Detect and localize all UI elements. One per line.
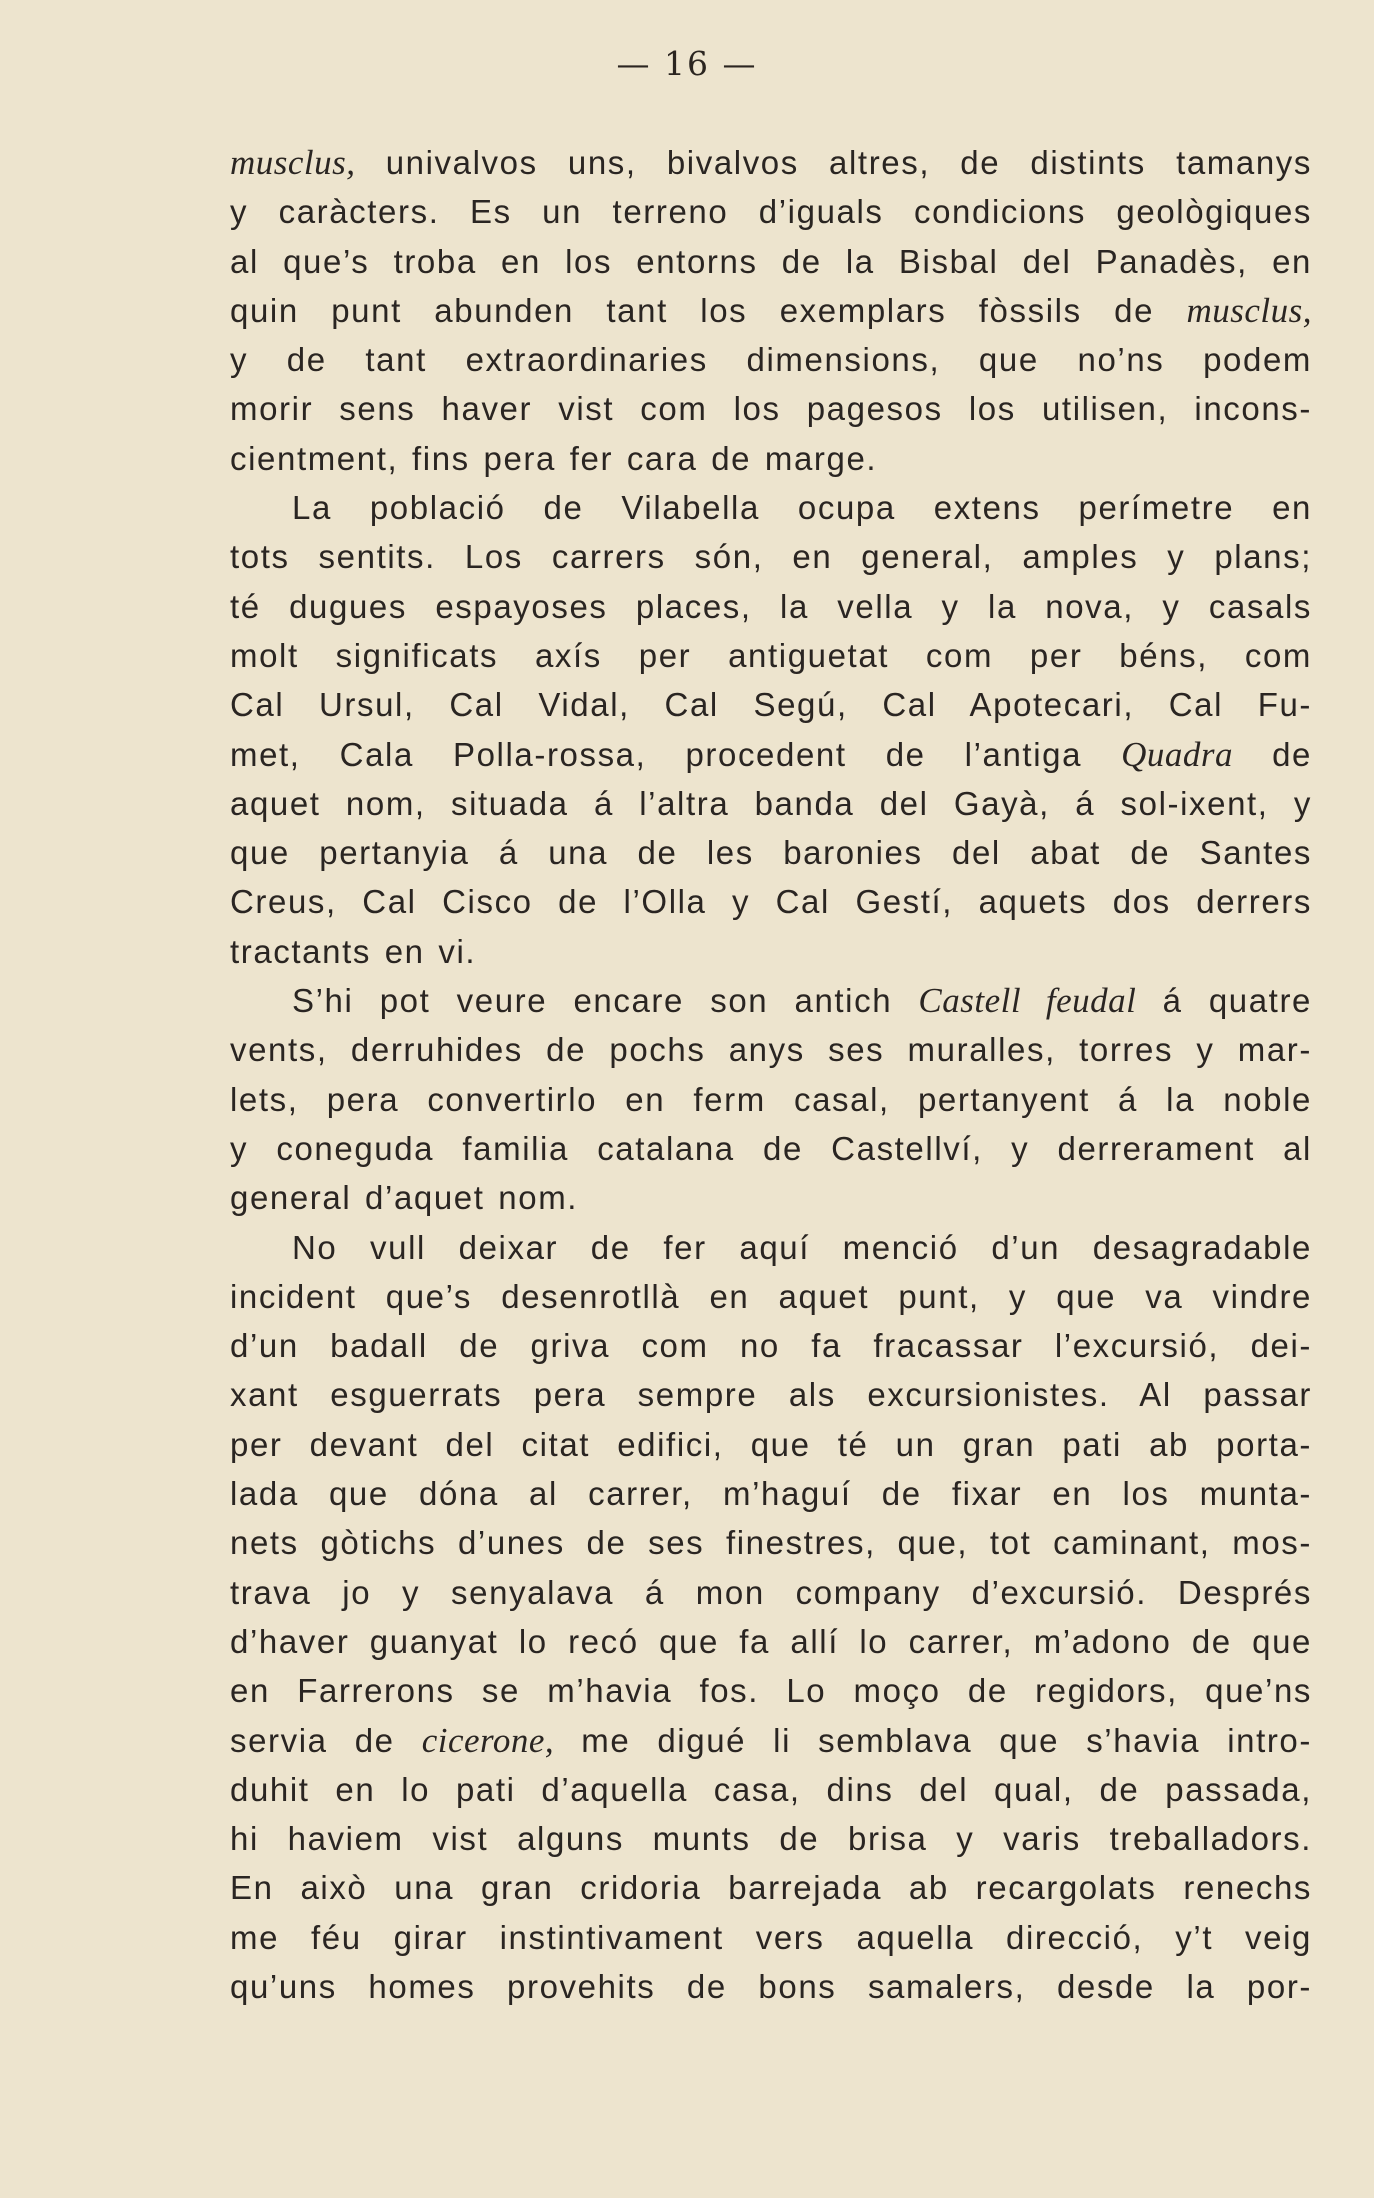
- text-line: y de tant extraordinaries dimensions, que no’ns podem: [230, 341, 1312, 379]
- text-line: al que’s troba en los entorns de la Bisbal del Panadès, en: [230, 242, 1312, 280]
- page-number: — 16 —: [616, 44, 758, 83]
- text-line: trava jo y senyalava á mon company d’excursió. Després: [230, 1573, 1312, 1611]
- text-line: que pertanyia á una de les baronies del abat de Santes: [230, 834, 1312, 872]
- text-line: cientment, fins pera fer cara de marge.: [230, 439, 878, 477]
- text-line: lada que dóna al carrer, m’haguí de fixar en los munta-: [230, 1475, 1312, 1513]
- text-line: en Farrerons se m’havia fos. Lo moço de regidors, que’ns: [230, 1672, 1312, 1710]
- text-line: té dugues espayoses places, la vella y la nova, y casals: [230, 587, 1312, 625]
- text-line: nets gòtichs d’unes de ses finestres, que, tot caminant, mos-: [230, 1524, 1312, 1562]
- body-text: [230, 138, 1312, 2011]
- text-line: d’un badall de griva com no fa fracassar l’excursió, dei-: [230, 1327, 1312, 1365]
- text-line: S’hi pot veure encare son antich Castell feudal á quatre: [292, 981, 1312, 1021]
- text-line: servia de cicerone, me digué li semblava que s’havia intro-: [230, 1720, 1312, 1760]
- text-line: Creus, Cal Cisco de l’Olla y Cal Gestí, aquets dos derrers: [230, 883, 1312, 921]
- text-line: general d’aquet nom.: [230, 1179, 579, 1217]
- text-line: d’haver guanyat lo recó que fa allí lo carrer, m’adono de que: [230, 1622, 1312, 1660]
- text-line: met, Cala Polla-rossa, procedent de l’antiga Quadra de: [230, 734, 1312, 774]
- text-line: aquet nom, situada á l’altra banda del Gayà, á sol-ixent, y: [230, 784, 1312, 822]
- text-line: vents, derruhides de pochs anys ses muralles, torres y mar-: [230, 1031, 1312, 1069]
- text-line: En això una gran cridoria barrejada ab recargolats renechs: [230, 1869, 1312, 1907]
- text-line: morir sens haver vist com los pagesos los utilisen, incons-: [230, 390, 1312, 428]
- text-line: hi haviem vist alguns munts de brisa y varis treballadors.: [230, 1820, 1312, 1858]
- text-line: molt significats axís per antiguetat com per béns, com: [230, 636, 1312, 674]
- text-line: La població de Vilabella ocupa extens perímetre en: [292, 489, 1312, 527]
- text-line: Cal Ursul, Cal Vidal, Cal Segú, Cal Apotecari, Cal Fu-: [230, 686, 1312, 724]
- text-line: incident que’s desenrotllà en aquet punt, y que va vindre: [230, 1277, 1312, 1315]
- text-line: lets, pera convertirlo en ferm casal, pertanyent á la noble: [230, 1080, 1312, 1118]
- text-line: y coneguda familia catalana de Castellví, y derrerament al: [230, 1129, 1312, 1167]
- text-line: musclus, univalvos uns, bivalvos altres, de distints tamanys: [230, 143, 1312, 182]
- text-line: tractants en vi.: [230, 932, 477, 970]
- text-line: duhit en lo pati d’aquella casa, dins del qual, de passada,: [230, 1770, 1312, 1808]
- text-line: quin punt abunden tant los exemplars fòssils de musclus,: [230, 290, 1312, 330]
- text-line: per devant del citat edifici, que té un gran pati ab porta-: [230, 1425, 1312, 1463]
- text-line: me féu girar instintivament vers aquella direcció, y’t veig: [230, 1918, 1312, 1956]
- text-line: tots sentits. Los carrers són, en general, amples y plans;: [230, 538, 1312, 576]
- text-line: No vull deixar de fer aquí menció d’un desagradable: [292, 1228, 1312, 1266]
- text-line: y caràcters. Es un terreno d’iguals condicions geològiques: [230, 193, 1312, 231]
- text-line: xant esguerrats pera sempre als excursionistes. Al passar: [230, 1376, 1312, 1414]
- text-line: qu’uns homes provehits de bons samalers, desde la por-: [230, 1967, 1312, 2005]
